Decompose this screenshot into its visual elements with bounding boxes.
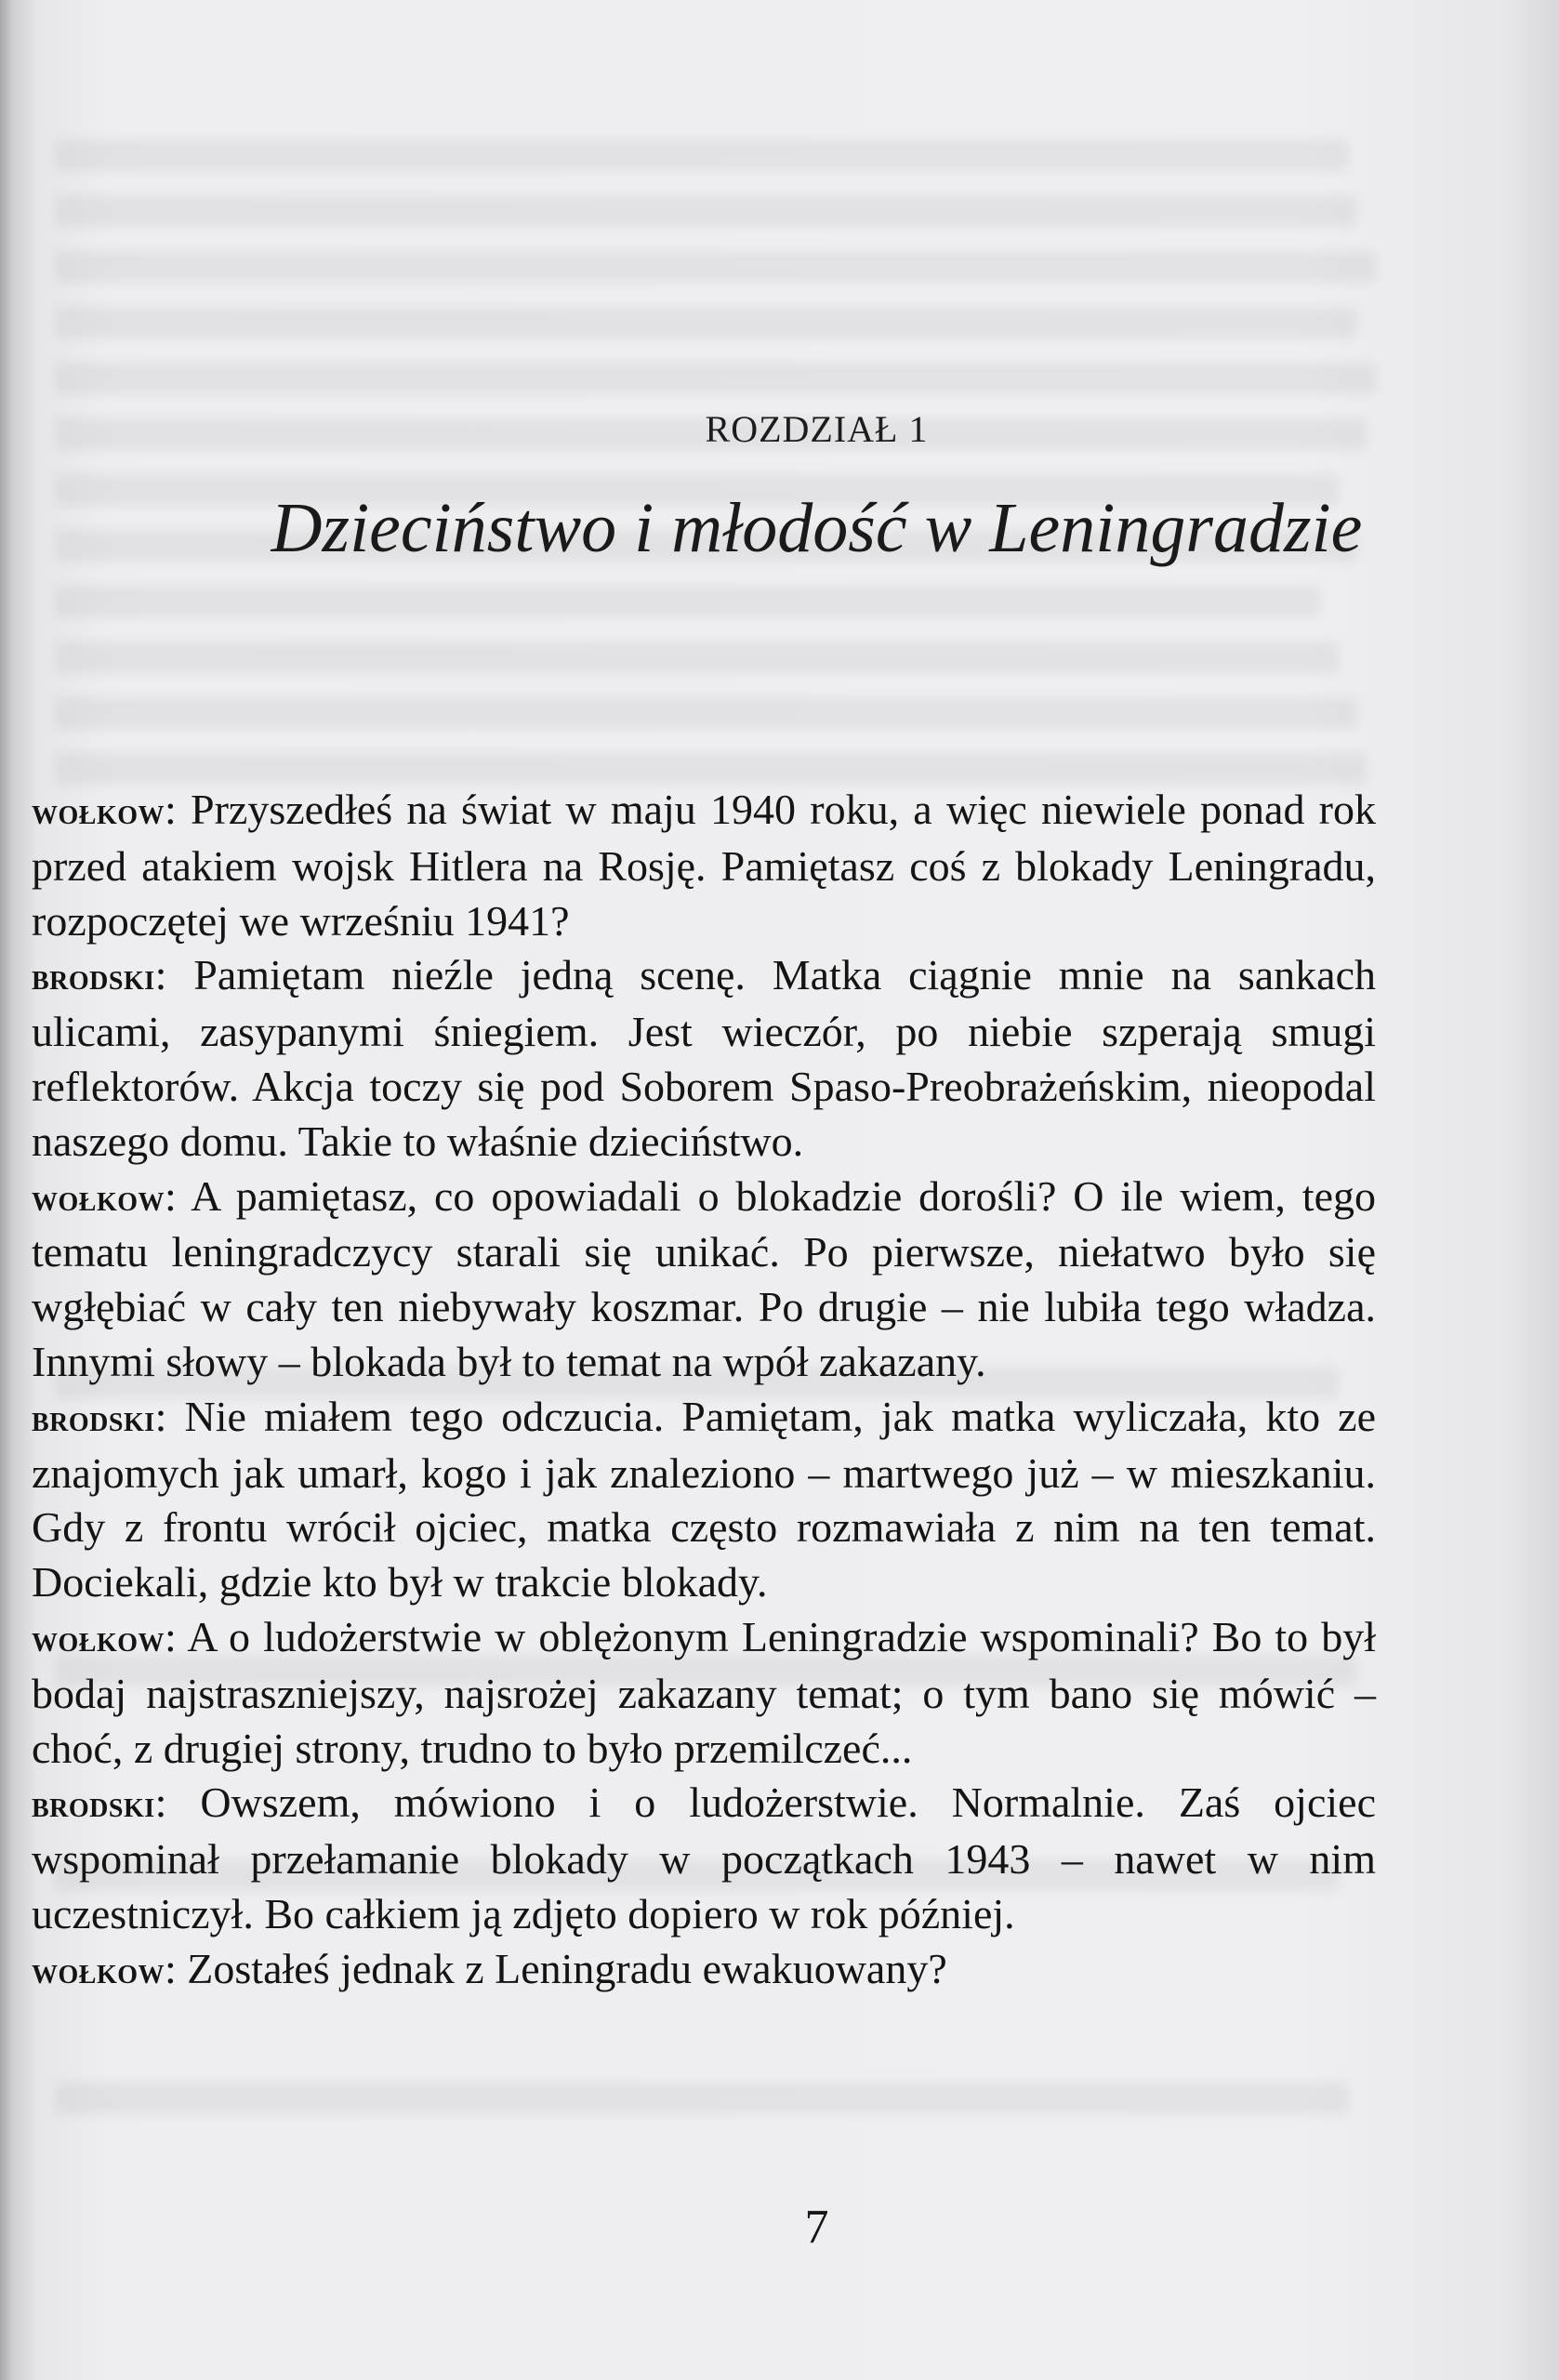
dialogue-entry: brodski: Nie miałem tego odczucia. Pamiętam, jak matka wyliczała, kto ze znajomych jak umarł, kogo i jak znaleziono – martwego już – w mieszkaniu. Gdy z frontu wrócił ojciec, matka często rozmawiała z nim na ten temat. Dociekali, gdzie kto był w trakcie blokady. [32,1392,1376,1606]
speaker-name: wołkow [32,790,165,832]
dialogue-entry: brodski: Pamiętam nieźle jedną scenę. Matka ciągnie mnie na sankach ulicami, zasypanymi śniegiem. Jest wieczór, po niebie szperają smugi reflektorów. Akcja toczy się pod Soborem Spaso-Preobrażeńskim, nieopodal naszego domu. Takie to właśnie dzieciństwo. [32,951,1376,1165]
interview-body [32,783,1376,1999]
page-number: 7 [804,2201,829,2254]
dialogue-entry: brodski: Owszem, mówiono i o ludożerstwie. Normalnie. Zaś ojciec wspominał przełamanie blokady w początkach 1943 – nawet w nim uczestniczył. Bo całkiem ją zdjęto dopiero w rok później. [32,1778,1376,1937]
dialogue-entry: wołkow: A pamiętasz, co opowiadali o blokadzie dorośli? O ile wiem, tego tematu leningradczycy starali się unikać. Po pierwsze, niełatwo było się wgłębiać w cały ten niebywały koszmar. Po drugie – nie lubiła tego władza. Innymi słowy – blokada był to temat na wpół zakazany. [32,1171,1376,1385]
dialogue-text: A pamiętasz, co opowiadali o blokadzie dorośli? O ile wiem, tego tematu leningradczycy starali się unikać. Po pierwsze, niełatwo było się wgłębiać w cały ten niebywały koszmar. Po drugie – nie lubiła tego władza. Innymi słowy – blokada był to temat na wpół zakazany. [32,1171,1376,1385]
chapter-title: Dzieciństwo i młodość w Leningradzie [271,489,1363,567]
dialogue-text: Pamiętam nieźle jedną scenę. Matka ciągnie mnie na sankach ulicami, zasypanymi śniegiem. Jest wieczór, po niebie szperają smugi reflektorów. Akcja toczy się pod Soborem Spaso-Preobrażeńskim, nieopodal naszego domu. Takie to właśnie dzieciństwo. [32,951,1376,1165]
speaker-name: wołkow [32,1176,165,1219]
dialogue-entry: wołkow: Przyszedłeś na świat w maju 1940 roku, a więc niewiele ponad rok przed atakiem wojsk Hitlera na Rosję. Pamiętasz coś z blokady Leningradu, rozpoczętej we wrześniu 1941? [32,786,1377,945]
dialogue-text: Przyszedłeś na świat w maju 1940 roku, a więc niewiele ponad rok przed atakiem wojsk Hitlera na Rosję. Pamiętasz coś z blokady Leningradu, rozpoczętej we wrześniu 1941? [32,786,1377,945]
dialogue-text: A o ludożerstwie w oblężonym Leningradzie wspominali? Bo to był bodaj najstraszniejszy, najsrożej zakazany temat; o tym bano się mówić – choć, z drugiej strony, trudno to było przemilczeć... [32,1612,1376,1772]
speaker-name: brodski [32,956,155,998]
dialogue-entry: wołkow: A o ludożerstwie w oblężonym Leningradzie wspominali? Bo to był bodaj najstraszniejszy, najsrożej zakazany temat; o tym bano się mówić – choć, z drugiej strony, trudno to było przemilczeć... [32,1612,1376,1772]
speaker-name: brodski [32,1396,155,1439]
dialogue-text: Nie miałem tego odczucia. Pamiętam, jak matka wyliczała, kto ze znajomych jak umarł, kogo i jak znaleziono – martwego już – w mieszkaniu. Gdy z frontu wrócił ojciec, matka często rozmawiała z nim na ten temat. Dociekali, gdzie kto był w trakcie blokady. [32,1392,1376,1606]
dialogue-entry: wołkow: Zostałeś jednak z Leningradu ewakuowany? [32,1944,947,1992]
speaker-name: wołkow [32,1949,165,1991]
speaker-name: brodski [32,1783,155,1826]
chapter-label: ROZDZIAŁ 1 [705,408,929,450]
dialogue-text: Owszem, mówiono i o ludożerstwie. Normalnie. Zaś ojciec wspominał przełamanie blokady w początkach 1943 – nawet w nim uczestniczył. Bo całkiem ją zdjęto dopiero w rok później. [32,1778,1376,1937]
dialogue-text: Zostałeś jednak z Leningradu ewakuowany? [187,1944,947,1992]
speaker-name: wołkow [32,1617,165,1659]
